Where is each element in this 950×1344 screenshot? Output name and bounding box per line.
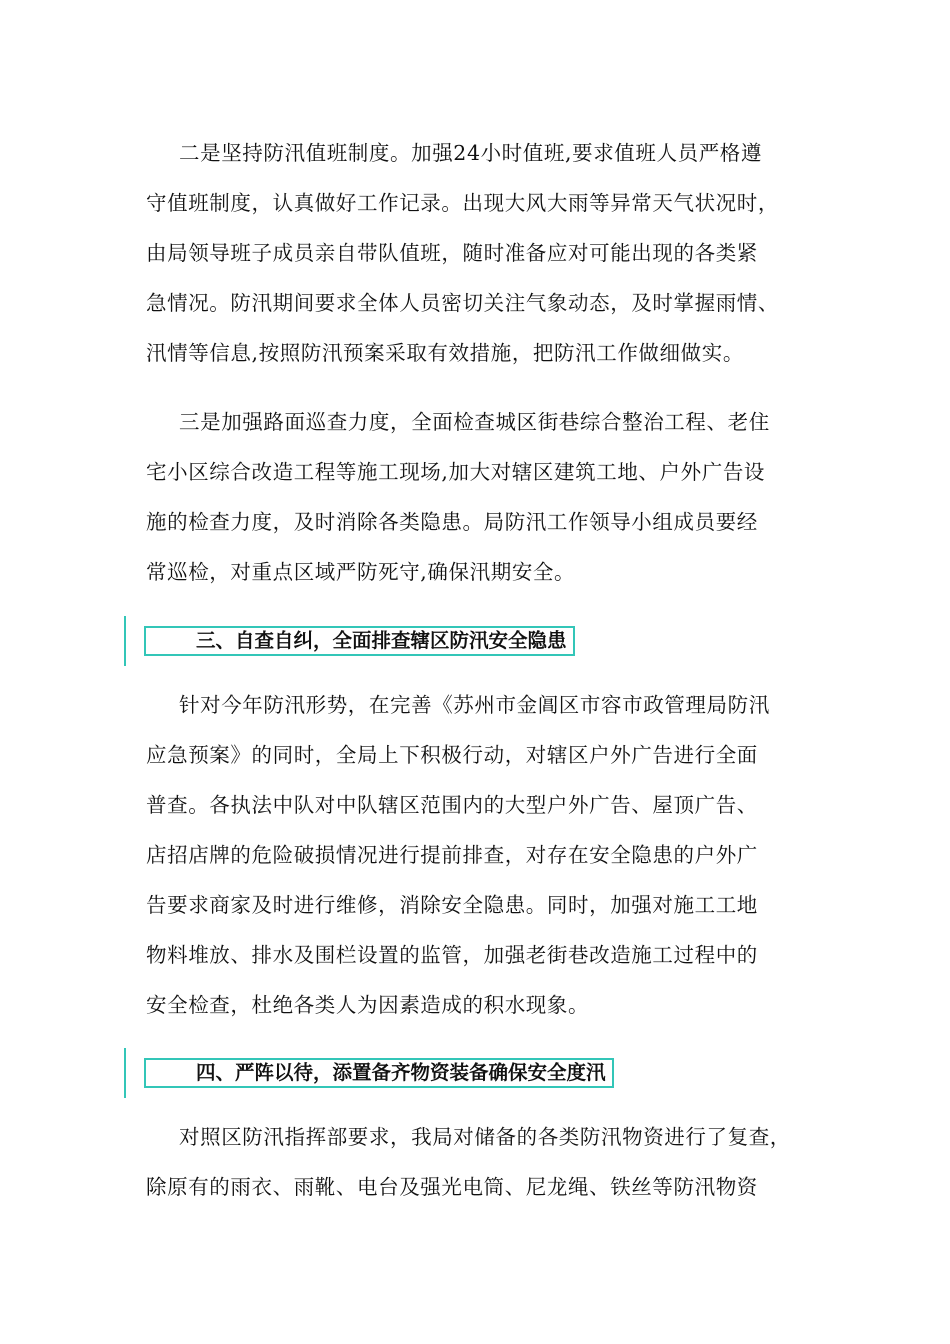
- text-line: 常巡检，对重点区域严防死守,确保汛期安全。: [146, 560, 576, 584]
- text-line: 安全检查，杜绝各类人为因素造成的积水现象。: [146, 993, 590, 1017]
- text-line: 店招店牌的危险破损情况进行提前排查，对存在安全隐患的户外广: [146, 843, 758, 867]
- text-line: 除原有的雨衣、雨靴、电台及强光电筒、尼龙绳、铁丝等防汛物资: [146, 1175, 758, 1199]
- text-line: 物料堆放、排水及围栏设置的监管，加强老街巷改造施工过程中的: [146, 943, 758, 967]
- text-line: 宅小区综合改造工程等施工现场,加大对辖区建筑工地、户外广告设: [146, 460, 766, 484]
- text-line: 普查。各执法中队对中队辖区范围内的大型户外广告、屋顶广告、: [146, 793, 758, 817]
- text-line: 急情况。防汛期间要求全体人员密切关注气象动态，及时掌握雨情、: [146, 291, 779, 315]
- text-line: 施的检查力度，及时消除各类隐患。局防汛工作领导小组成员要经: [146, 510, 758, 534]
- text-line: 告要求商家及时进行维修，消除安全隐患。同时，加强对施工工地: [146, 893, 758, 917]
- paragraph-self-inspection: [146, 680, 816, 1030]
- text-line: 守值班制度，认真做好工作记录。出现大风大雨等异常天气状况时，: [146, 191, 779, 215]
- heading-accent-bar: [124, 616, 126, 666]
- text-line: 针对今年防汛形势，在完善《苏州市金阊区市容市政管理局防汛: [179, 693, 770, 717]
- text-line: 应急预案》的同时，全局上下积极行动，对辖区户外广告进行全面: [146, 743, 758, 767]
- paragraph-road-inspection: [146, 397, 816, 597]
- text-line: 二是坚持防汛值班制度。加强24小时值班,要求值班人员严格遵: [179, 141, 762, 165]
- heading-title: 四、严阵以待，添置备齐物资装备确保安全度汛: [144, 1058, 614, 1088]
- paragraph-duty-system: [146, 128, 816, 378]
- heading-title: 三、自查自纠，全面排查辖区防汛安全隐患: [144, 626, 575, 656]
- text-line: 汛情等信息,按照防汛预案采取有效措施，把防汛工作做细做实。: [146, 341, 744, 365]
- text-line: 对照区防汛指挥部要求，我局对储备的各类防汛物资进行了复查，: [179, 1125, 791, 1149]
- paragraph-supplies: [146, 1112, 816, 1212]
- text-line: 由局领导班子成员亲自带队值班，随时准备应对可能出现的各类紧: [146, 241, 758, 265]
- text-line: 三是加强路面巡查力度，全面检查城区街巷综合整治工程、老住: [179, 410, 770, 434]
- heading-accent-bar: [124, 1048, 126, 1098]
